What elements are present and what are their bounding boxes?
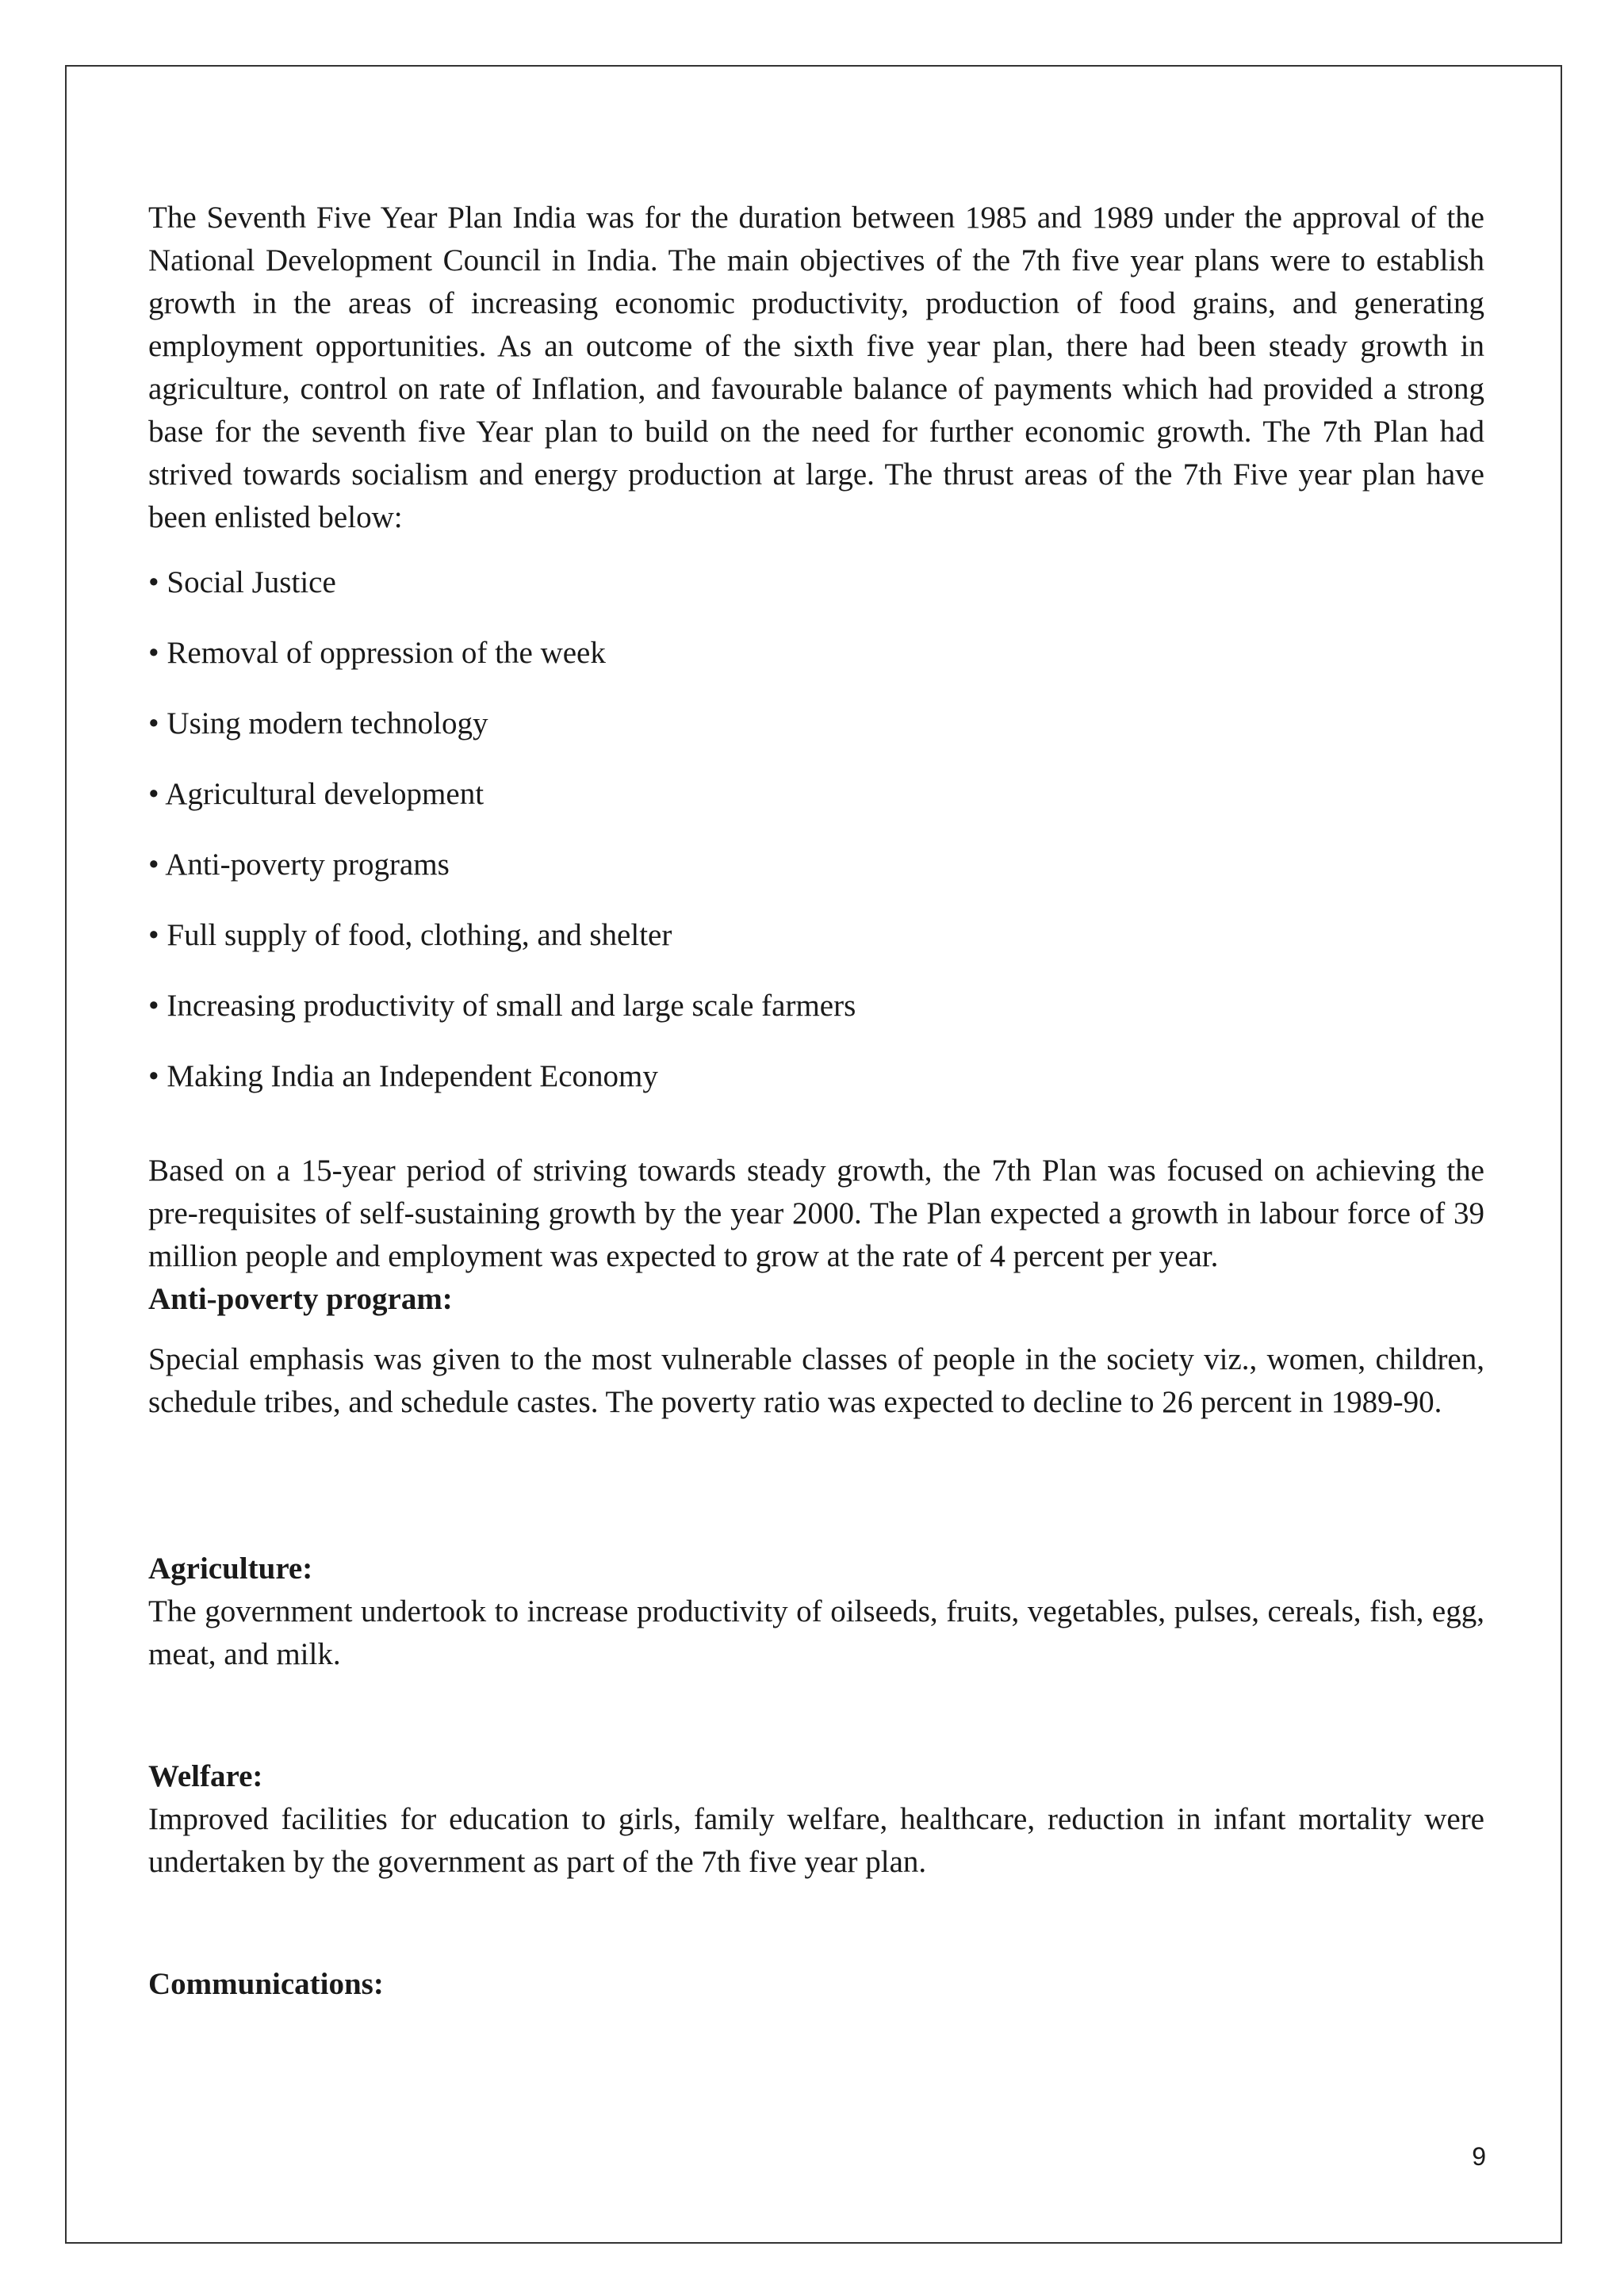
welfare-heading: Welfare: [148, 1759, 263, 1793]
list-item: • Anti-poverty programs [148, 848, 450, 882]
anti-poverty-paragraph: Special emphasis was given to the most vulnerable classes of people in the society viz., women, children, schedule tribes, and schedule castes. The poverty ratio was expected to decline to 26 percent in 1989-90. [148, 1342, 1484, 1419]
growth-paragraph: Based on a 15-year period of striving towards steady growth, the 7th Plan was focused on achieving the pre-requisites of self-sustaining growth by the year 2000. The Plan expected a growth in labour force of 39 million people and employment was expected to grow at the rate of 4 percent per year. [148, 1154, 1484, 1273]
agriculture-heading: Agriculture: [148, 1552, 313, 1586]
anti-poverty-heading: Anti-poverty program: [148, 1282, 453, 1316]
list-item: • Increasing productivity of small and large scale farmers [148, 989, 856, 1023]
list-item: • Social Justice [148, 565, 336, 599]
list-item: • Removal of oppression of the week [148, 636, 606, 670]
list-item: • Agricultural development [148, 777, 485, 811]
document-body [148, 197, 1484, 2006]
intro-paragraph: The Seventh Five Year Plan India was for the duration between 1985 and 1989 under the approval of the National Development Council in India. The main objectives of the 7th five year plans were to establish growth in the areas of increasing economic productivity, production of food grains, and generating employment opportunities. As an outcome of the sixth five year plan, there had been steady growth in agriculture, control on rate of Inflation, and favourable balance of payments which had provided a strong base for the seventh five Year plan to build on the need for further economic growth. The 7th Plan had strived towards socialism and energy production at large. The thrust areas of the 7th Five year plan have been enlisted below: [148, 201, 1484, 534]
page-number: 9 [1472, 2142, 1486, 2171]
welfare-paragraph: Improved facilities for education to girls, family welfare, healthcare, reduction in infant mortality were undertaken by the government as part of the 7th five year plan. [148, 1802, 1484, 1879]
communications-heading: Communications: [148, 1967, 384, 2001]
list-item: • Making India an Independent Economy [148, 1059, 658, 1093]
agriculture-paragraph: The government undertook to increase productivity of oilseeds, fruits, vegetables, pulses, cereals, fish, egg, meat, and milk. [148, 1594, 1484, 1671]
list-item: • Using modern technology [148, 706, 488, 740]
thrust-areas-list [148, 561, 1484, 1098]
list-item: • Full supply of food, clothing, and shelter [148, 918, 672, 952]
